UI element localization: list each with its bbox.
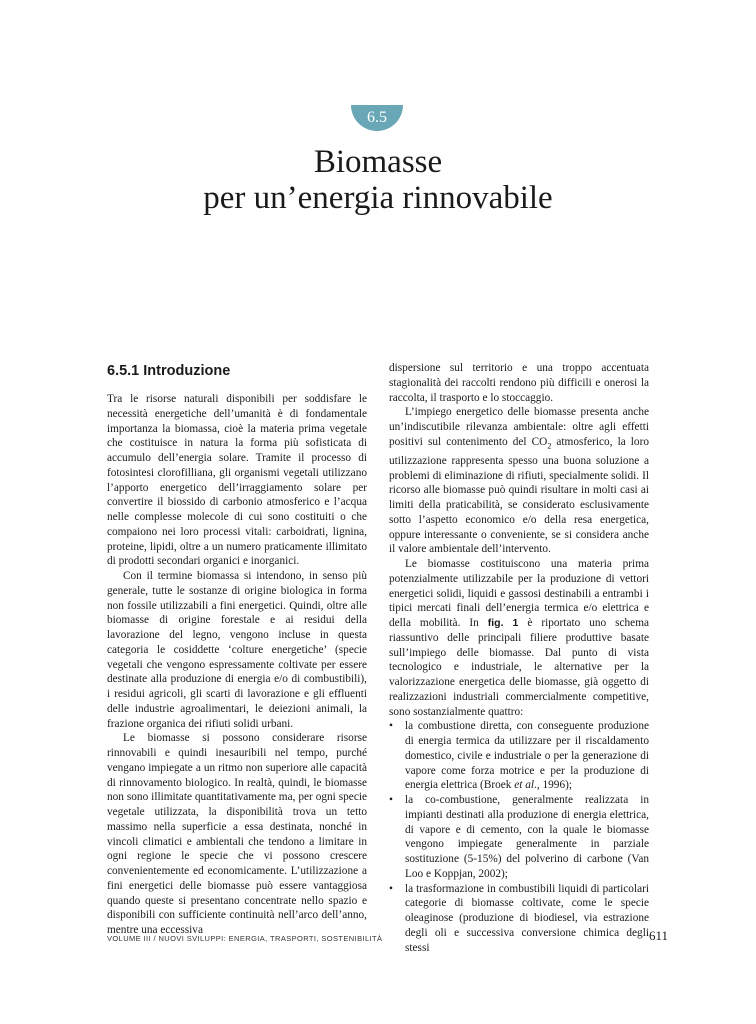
text-run: la co-combustione, generalmente realizzata in impianti destinati alla produzione di energia elettrica, di vapore e di cemento, con la quale le biomasse vengono impiegate generalmente in parziale sostituzione (5-15%) del polverino di carbone (Van Loo e Koppjan, 2002);	[405, 794, 649, 880]
title-line-1: Biomasse	[313, 144, 443, 180]
subscript-2: 2	[547, 441, 552, 450]
section-heading: 6.5.1 Introduzione	[107, 363, 231, 379]
bullet-icon: •	[389, 882, 393, 895]
paragraph: Le biomasse si possono considerare risorse rinnovabili e quindi inesauribili nel tempo, purché vengano impiegate a un ritmo non superiore alle capacità di rinnovamento biologico. In realtà, quindi, le biomasse non sono illimitate quantitativamente ma, per ogni specie vegetale utilizzata, la disponibilità trova un tetto massimo nella superficie a essa destinata, nonché in vincoli climatici e ambientali che tendono a limitare in ogni regione le specie che vi possono crescere convenientemente ed economicamente. L’utilizzazione a fini energetici delle biomasse può essere vantaggiosa quando queste si presentano concentrate nello spazio e disponibili con sufficiente continuità nell’arco dell’anno, mentre una eccessiva	[107, 732, 367, 936]
text-run: atmosferico, la loro utilizzazione rappresenta spesso una buona soluzione a problemi di eliminazione di rifiuti, specialmente solidi. Il ricorso alle biomasse può quindi risultare in molti casi ai limiti della praticabilità, se considerato esclusivamente sotto l’aspetto economico e/o della resa energetica, oppure interessante o conveniente, se si considera anche il valore ambientale dell’intervento.	[389, 435, 649, 556]
left-column	[107, 362, 367, 938]
right-column	[389, 361, 649, 955]
text-run: Le biomasse costituiscono una materia prima potenzialmente utilizzabile per la produzione di vettori energetici solidi, liquidi e gassosi destinabili a entrambi i tipici mercati finali dell’energia termica e/o elettrica e della mobilità. In	[389, 558, 649, 629]
text-run: la combustione diretta, con conseguente produzione di energia termica da utilizzare per il riscaldamento domestico, civile e industriale o per la generazione di vapore come forza motrice e per la produzione di energia elettrica (Broek	[405, 720, 649, 792]
text-run-italic: et al	[514, 779, 535, 792]
section-number-badge: 6.5	[351, 105, 403, 131]
paragraph: Con il termine biomassa si intendono, in senso più generale, tutte le sostanze di origine biologica in forma non fossile utilizzabili a fini energetici. Quindi, oltre alle biomasse di origine forestale e ai residui della lavorazione del legno, vengono incluse in questa categoria le cosiddette ‘colture energetiche’ (specie vegetali che vengono espressamente coltivate per essere destinate alla produzione di energia e/o di combustibili), i residui agricoli, gli scarti di lavorazione e gli effluenti delle industrie agroalimentari, le deiezioni animali, la frazione organica dei rifiuti solidi urbani.	[107, 570, 367, 730]
running-footer: VOLUME III / NUOVI SVILUPPI: ENERGIA, TRASPORTI, SOSTENIBILITÀ	[107, 934, 383, 943]
list-item	[389, 882, 649, 956]
figure-reference-link[interactable]: fig. 1	[487, 617, 519, 629]
bullet-icon: •	[389, 720, 393, 733]
text-run: è riportato uno schema riassuntivo delle principali filiere produttive basate sull’impiego delle biomasse. Dal punto di vista tecnologico e industriale, le alternative per la valorizzazione energetica delle biomasse, già oggetto di realizzazioni industriali commercialmente competitive, sono sostanzialmente quattro:	[389, 617, 649, 718]
chapter-title	[0, 144, 756, 216]
paragraph: Tra le risorse naturali disponibili per soddisfare le necessità energetiche dell’umanità è di fondamentale importanza la biomassa, cioè la materia prima vegetale che costituisce in natura la forma più sofisticata di accumulo dell’energia solare. Tramite il processo di fotosintesi clorofilliana, gli organismi vegetali utilizzano l’apporto energetico dell’irraggiamento solare per convertire il biossido di carbonio atmosferico e l’acqua nelle complesse molecole di cui sono costituiti o che compaiono nei loro processi vitali: carboidrati, lignina, proteine, lipidi, oltre a un numero praticamente illimitato di prodotti secondari organici e inorganici.	[107, 393, 367, 568]
bullet-list	[389, 719, 649, 955]
paragraph	[389, 405, 649, 557]
list-item	[389, 793, 649, 882]
bullet-icon: •	[389, 794, 393, 806]
page-number: 611	[648, 928, 668, 943]
text-run: la trasformazione in combustibili liquidi di particolari categorie di biomasse coltivate, come le specie oleaginose (produzione di biodiesel, via estrazione degli oli e successiva conversione chimica degli stessi	[405, 882, 649, 954]
text-run: ., 1996);	[534, 779, 572, 792]
paragraph	[389, 557, 649, 719]
title-line-2: per un’energia rinnovabile	[203, 180, 553, 216]
text-run: L’impiego energetico delle biomasse presenta anche un’indiscutibile rilevanza ambientale: oltre agli effetti positivi sul contenimento del CO	[389, 406, 649, 448]
list-item	[389, 719, 649, 793]
paragraph: dispersione sul territorio e una troppo accentuata stagionalità dei raccolti rendono più difficili e onerosi la raccolta, il trasporto e lo stoccaggio.	[389, 362, 649, 404]
